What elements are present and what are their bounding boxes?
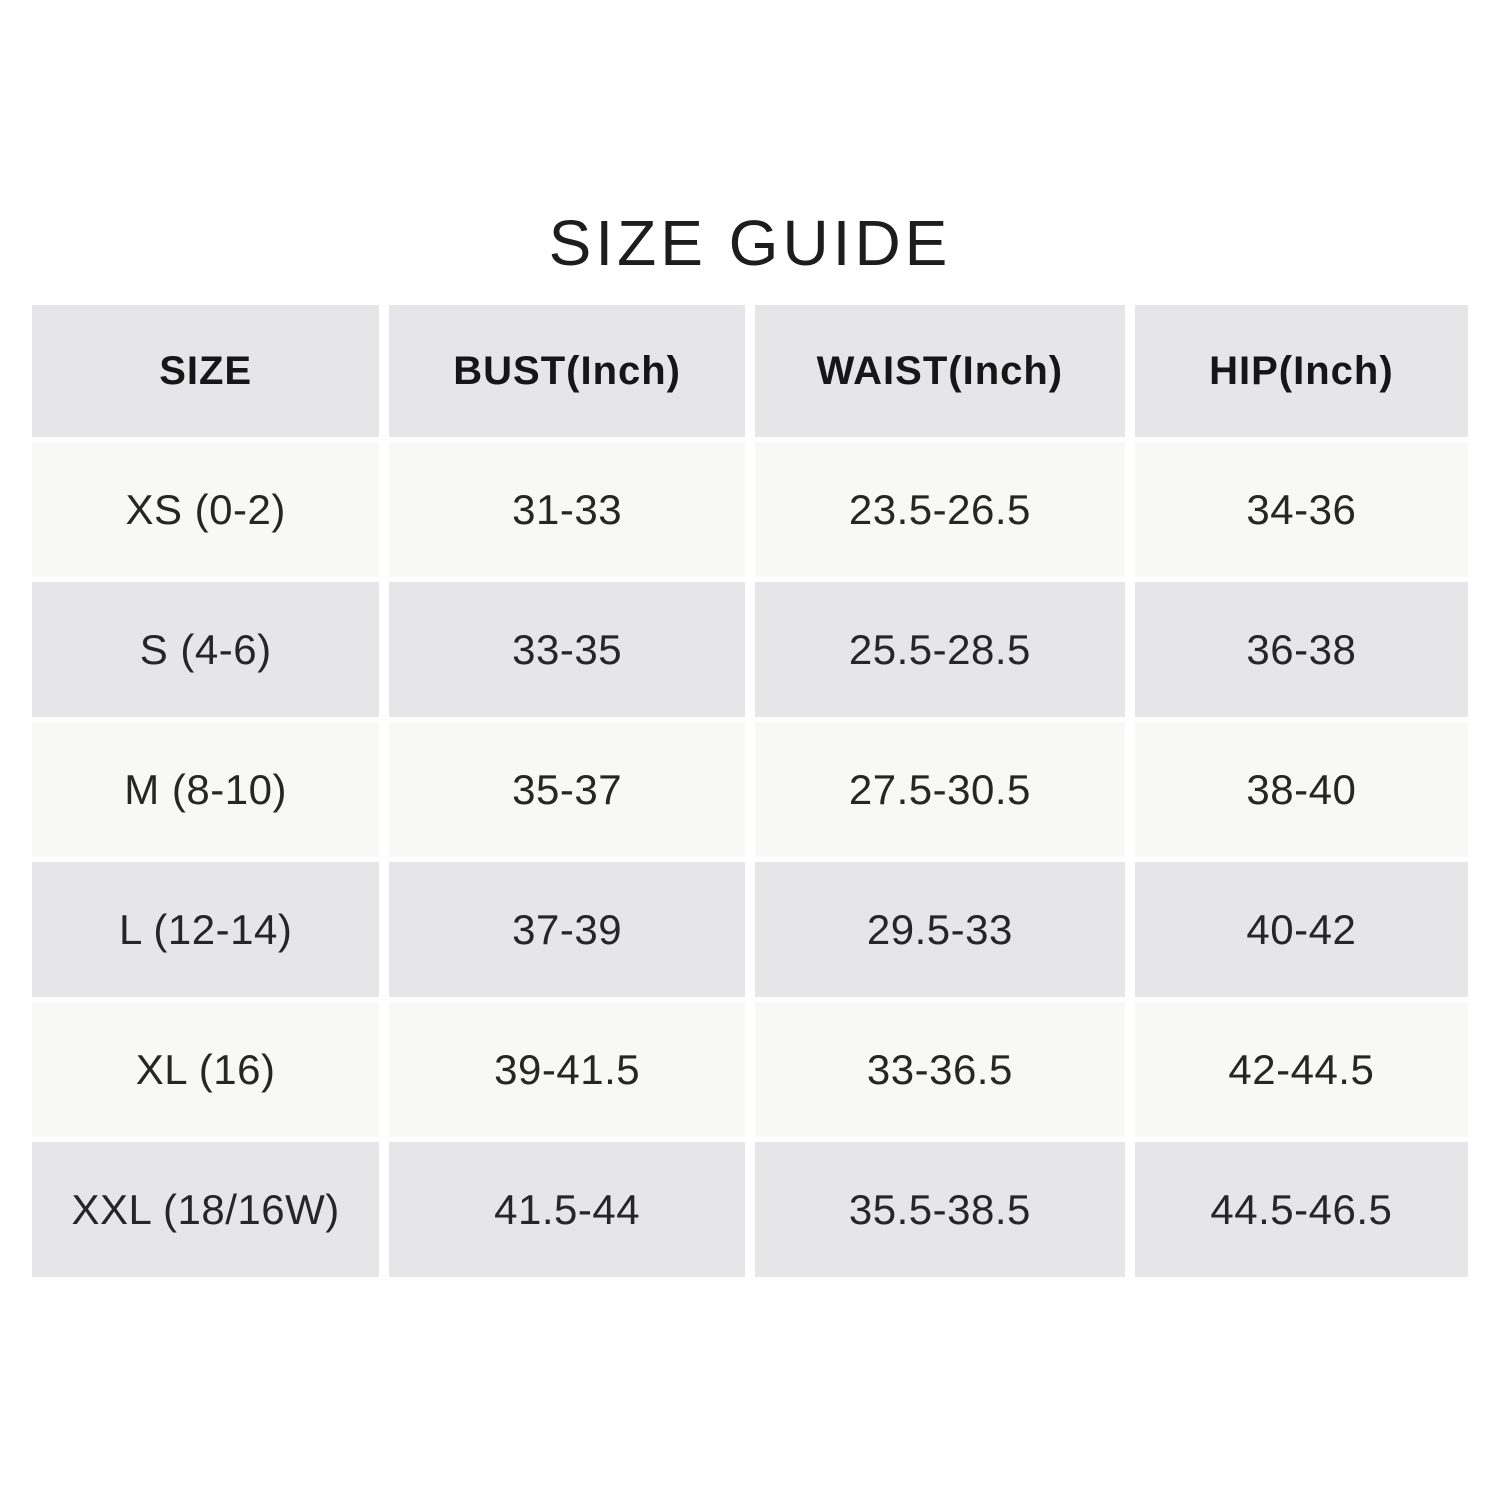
cell-bust: 41.5-44 xyxy=(389,1142,745,1277)
table-row xyxy=(32,1142,1468,1277)
header-cell-waist: WAIST(Inch) xyxy=(755,305,1125,437)
cell-hip: 42-44.5 xyxy=(1135,1002,1468,1137)
cell-size: XXL (18/16W) xyxy=(32,1142,379,1277)
cell-size: XL (16) xyxy=(32,1002,379,1137)
cell-waist: 23.5-26.5 xyxy=(755,442,1125,577)
cell-hip: 38-40 xyxy=(1135,722,1468,857)
table-row xyxy=(32,1002,1468,1137)
cell-waist: 25.5-28.5 xyxy=(755,582,1125,717)
cell-bust: 33-35 xyxy=(389,582,745,717)
cell-size: L (12-14) xyxy=(32,862,379,997)
cell-waist: 27.5-30.5 xyxy=(755,722,1125,857)
cell-waist: 33-36.5 xyxy=(755,1002,1125,1137)
header-cell-size: SIZE xyxy=(32,305,379,437)
cell-hip: 36-38 xyxy=(1135,582,1468,717)
table-row xyxy=(32,862,1468,997)
cell-size: M (8-10) xyxy=(32,722,379,857)
table-row xyxy=(32,582,1468,717)
cell-hip: 40-42 xyxy=(1135,862,1468,997)
cell-bust: 31-33 xyxy=(389,442,745,577)
cell-waist: 29.5-33 xyxy=(755,862,1125,997)
cell-hip: 44.5-46.5 xyxy=(1135,1142,1468,1277)
header-cell-bust: BUST(Inch) xyxy=(389,305,745,437)
cell-bust: 39-41.5 xyxy=(389,1002,745,1137)
page-title: SIZE GUIDE xyxy=(548,207,952,279)
cell-size: S (4-6) xyxy=(32,582,379,717)
cell-bust: 35-37 xyxy=(389,722,745,857)
cell-waist: 35.5-38.5 xyxy=(755,1142,1125,1277)
table-row xyxy=(32,442,1468,577)
header-row xyxy=(32,305,1468,437)
cell-bust: 37-39 xyxy=(389,862,745,997)
table-row xyxy=(32,722,1468,857)
header-cell-hip: HIP(Inch) xyxy=(1135,305,1468,437)
cell-size: XS (0-2) xyxy=(32,442,379,577)
size-guide-table xyxy=(22,300,1478,1282)
cell-hip: 34-36 xyxy=(1135,442,1468,577)
